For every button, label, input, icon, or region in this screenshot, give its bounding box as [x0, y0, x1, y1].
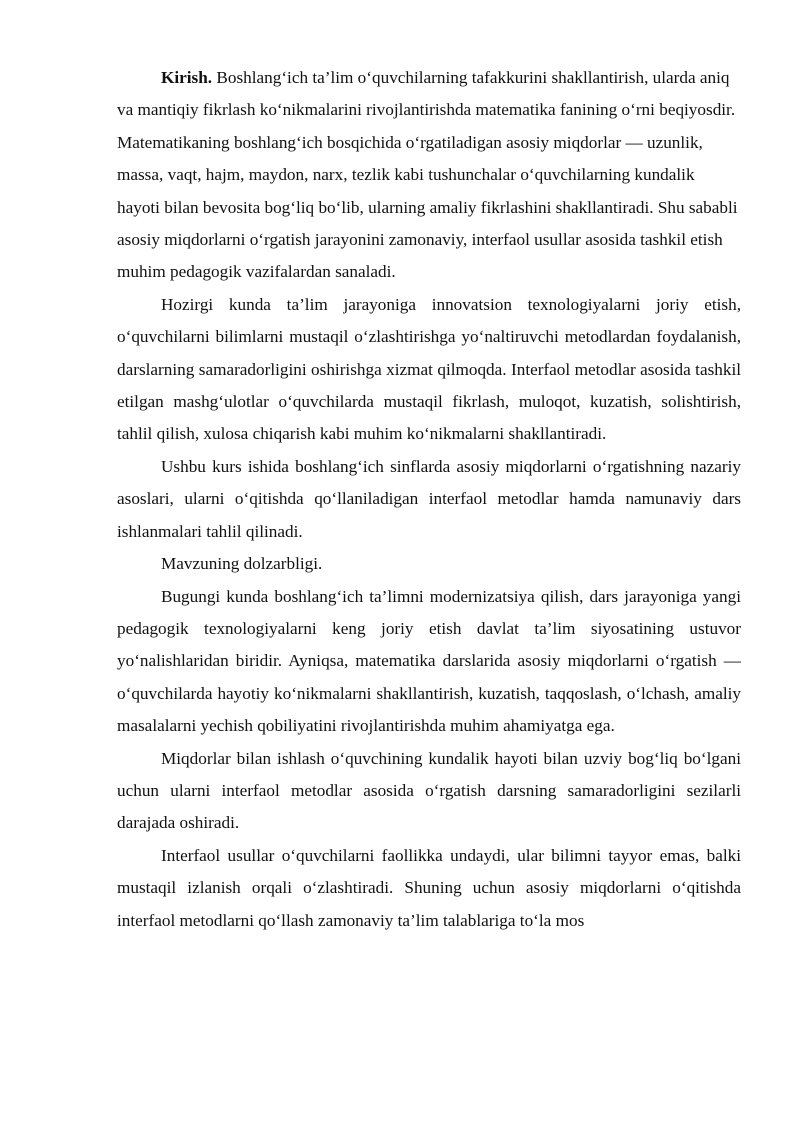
paragraph-innovations: Hozirgi kunda ta’lim jarayoniga innovatsion texnologiyalarni joriy etish, o‘quvchilarni bilimlarni mustaqil o‘zlashtirishga yo‘naltiruvchi metodlardan foydalanish, darslarning samaradorligini oshirishga xizmat qilmoqda. Interfaol metodlar asosida tashkil etilgan mashg‘ulotlar o‘quvchilarda mustaqil fikrlash, muloqot, kuzatish, solishtirish, tahlil qilish, xulosa chiqarish kabi muhim ko‘nikmalarni shakllantiradi.: [117, 294, 741, 444]
paragraph-quantities: Miqdorlar bilan ishlash o‘quvchining kundalik hayoti bilan uzviy bog‘liq bo‘lgani uchun ularni interfaol metodlar asosida o‘rgatish darsning samaradorligini sezilarli darajada oshiradi.: [117, 748, 741, 833]
intro-paragraph: [117, 62, 741, 289]
paragraph-course-scope: Ushbu kurs ishida boshlang‘ich sinflarda asosiy miqdorlarni o‘rgatishning nazariy asoslari, ularni o‘qitishda qo‘llaniladigan interfaol metodlar hamda namunaviy dars ishlanmalari tahlil qilinadi.: [117, 456, 741, 541]
paragraph-modernization: Bugungi kunda boshlang‘ich ta’limni modernizatsiya qilish, dars jarayoniga yangi pedagogik texnologiyalarni keng joriy etish davlat ta’lim siyosatining ustuvor yo‘nalishlaridan biridir. Ayniqsa, matematika darslarida asosiy miqdorlarni o‘rgatish — o‘quvchilarda hayotiy ko‘nikmalarni shakllantirish, kuzatish, taqqoslash, o‘lchash, amaliy masalalarni yechish qobiliyatini rivojlantirishda muhim ahamiyatga ega.: [117, 586, 741, 736]
intro-text: Boshlang‘ich ta’lim o‘quvchilarning tafakkurini shakllantirish, ularda aniq va mantiqiy fikrlash ko‘nikmalarini rivojlantirishda matematika fanining o‘rni beqiyosdir. Matematikaning boshlang‘ich bosqichida o‘rgatiladigan asosiy miqdorlar — uzunlik, massa, vaqt, hajm, maydon, narx, tezlik kabi tushunchalar o‘quvchilarning kundalik hayoti bilan bevosita bog‘liq bo‘lib, ularning amaliy fikrlashini shakllantiradi. Shu sababli asosiy miqdorlarni o‘rgatish jarayonini zamonaviy, interfaol usullar asosida tashkil etish muhim pedagogik vazifalardan sanaladi.: [117, 68, 738, 282]
intro-heading: Kirish.: [161, 68, 213, 87]
section-heading-relevance: Mavzuning dolzarbligi.: [161, 554, 323, 574]
paragraph-interactive-methods: Interfaol usullar o‘quvchilarni faollikka undaydi, ular bilimni tayyor emas, balki mustaqil izlanish orqali o‘zlashtiradi. Shuning uchun asosiy miqdorlarni o‘qitishda interfaol metodlarni qo‘llash zamonaviy ta’lim talablariga to‘la mos: [117, 845, 741, 930]
